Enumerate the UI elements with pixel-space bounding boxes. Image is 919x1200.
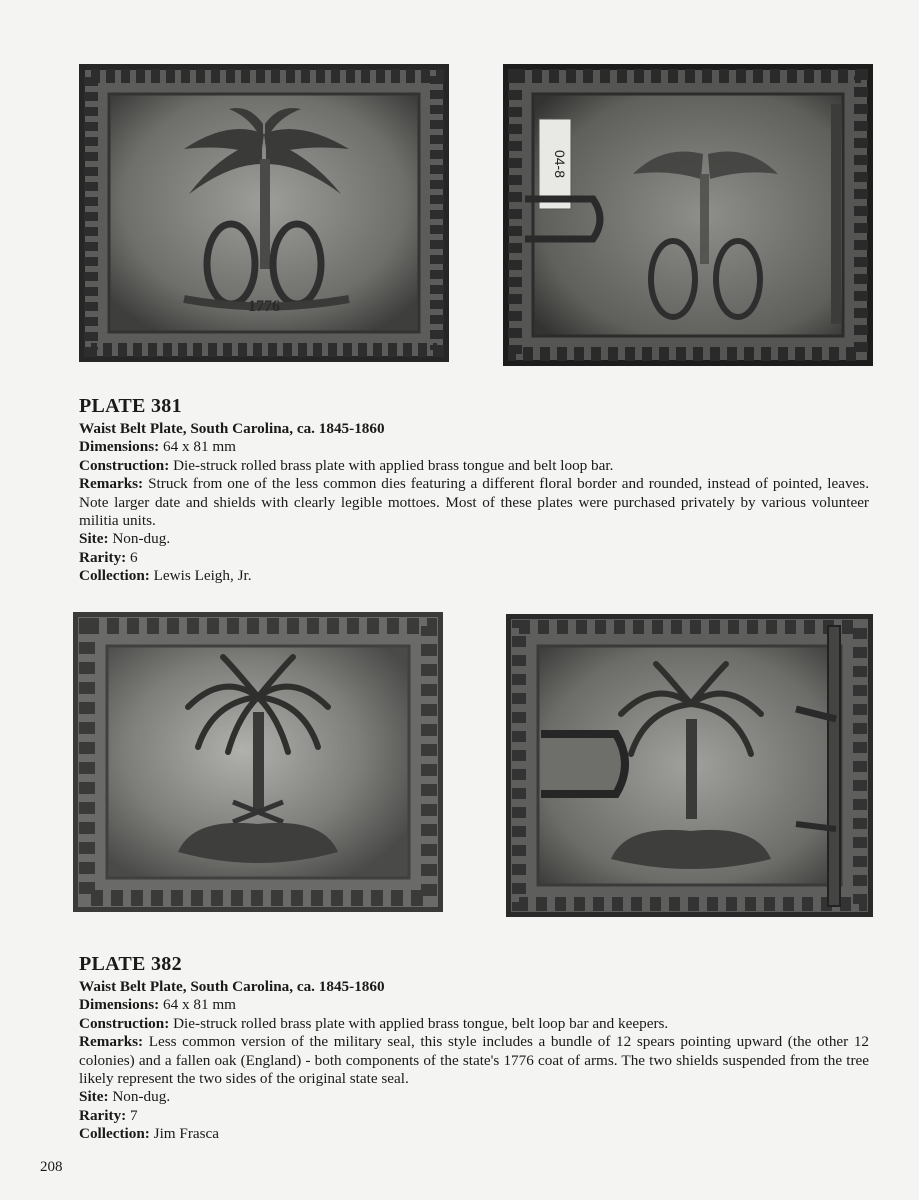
- plate-subtitle: Waist Belt Plate, South Carolina, ca. 1845-1860: [79, 420, 385, 437]
- collection-label: Collection:: [79, 567, 150, 585]
- dimensions-line: [79, 438, 869, 456]
- construction-value: Die-struck rolled brass plate with applied brass tongue and belt loop bar.: [173, 456, 614, 474]
- collection-line: [79, 1125, 869, 1143]
- site-line: [79, 530, 869, 548]
- rarity-label: Rarity:: [79, 1106, 127, 1124]
- rarity-value: 7: [130, 1106, 138, 1124]
- dimensions-label: Dimensions:: [79, 438, 160, 456]
- dimensions-value: 64 x 81 mm: [162, 996, 236, 1014]
- plate-382-caption: [79, 953, 869, 1144]
- site-line: [79, 1088, 869, 1106]
- plate-title: PLATE 382: [79, 953, 182, 975]
- collection-value: Lewis Leigh, Jr.: [153, 567, 252, 585]
- rarity-line: [79, 1107, 869, 1125]
- remarks-line: [79, 475, 869, 530]
- rarity-line: [79, 549, 869, 567]
- remarks-line: [79, 1033, 869, 1088]
- page-number: 208: [40, 1159, 63, 1175]
- dimensions-line: [79, 996, 869, 1014]
- construction-label: Construction:: [79, 1014, 170, 1032]
- site-value: Non-dug.: [112, 1088, 171, 1106]
- collection-label: Collection:: [79, 1125, 150, 1143]
- construction-value: Die-struck rolled brass plate with applied brass tongue, belt loop bar and keepers.: [173, 1014, 669, 1032]
- remarks-value: Less common version of the military seal, this style includes a bundle of 12 spears pointing upward (the other 12 colonies) and a fallen oak (England) - both components of the state's 1776 coat of arms. The two shields suspended from the tree likely represent the two sides of the original state seal.: [79, 1033, 870, 1088]
- construction-label: Construction:: [79, 456, 170, 474]
- collection-line: [79, 567, 869, 585]
- dimensions-value: 64 x 81 mm: [162, 438, 236, 456]
- plate-title: PLATE 381: [79, 395, 182, 417]
- plate-381-back-photo: [503, 64, 873, 366]
- plate-381-front-photo: [79, 64, 449, 362]
- collection-value: Jim Frasca: [153, 1125, 220, 1143]
- remarks-label: Remarks:: [79, 475, 144, 493]
- remarks-value: Struck from one of the less common dies featuring a different floral border and rounded, instead of pointed, leaves. Note larger date and shields with clearly legible mottoes. Most of these plates were purchased privately by various volunteer militia units.: [79, 475, 869, 530]
- construction-line: [79, 457, 869, 475]
- site-value: Non-dug.: [112, 530, 171, 548]
- front-date-text: 1776: [248, 298, 280, 315]
- dimensions-label: Dimensions:: [79, 996, 160, 1014]
- rarity-value: 6: [130, 548, 138, 566]
- site-label: Site:: [79, 530, 109, 548]
- plate-382-back-photo: [506, 614, 873, 917]
- site-label: Site:: [79, 1088, 109, 1106]
- remarks-label: Remarks:: [79, 1033, 144, 1051]
- plate-subtitle: Waist Belt Plate, South Carolina, ca. 1845-1860: [79, 978, 385, 995]
- inventory-tag-text: 04-8: [552, 149, 568, 179]
- construction-line: [79, 1015, 869, 1033]
- plate-381-caption: [79, 395, 869, 586]
- plate-382-front-photo: [73, 612, 443, 912]
- rarity-label: Rarity:: [79, 548, 127, 566]
